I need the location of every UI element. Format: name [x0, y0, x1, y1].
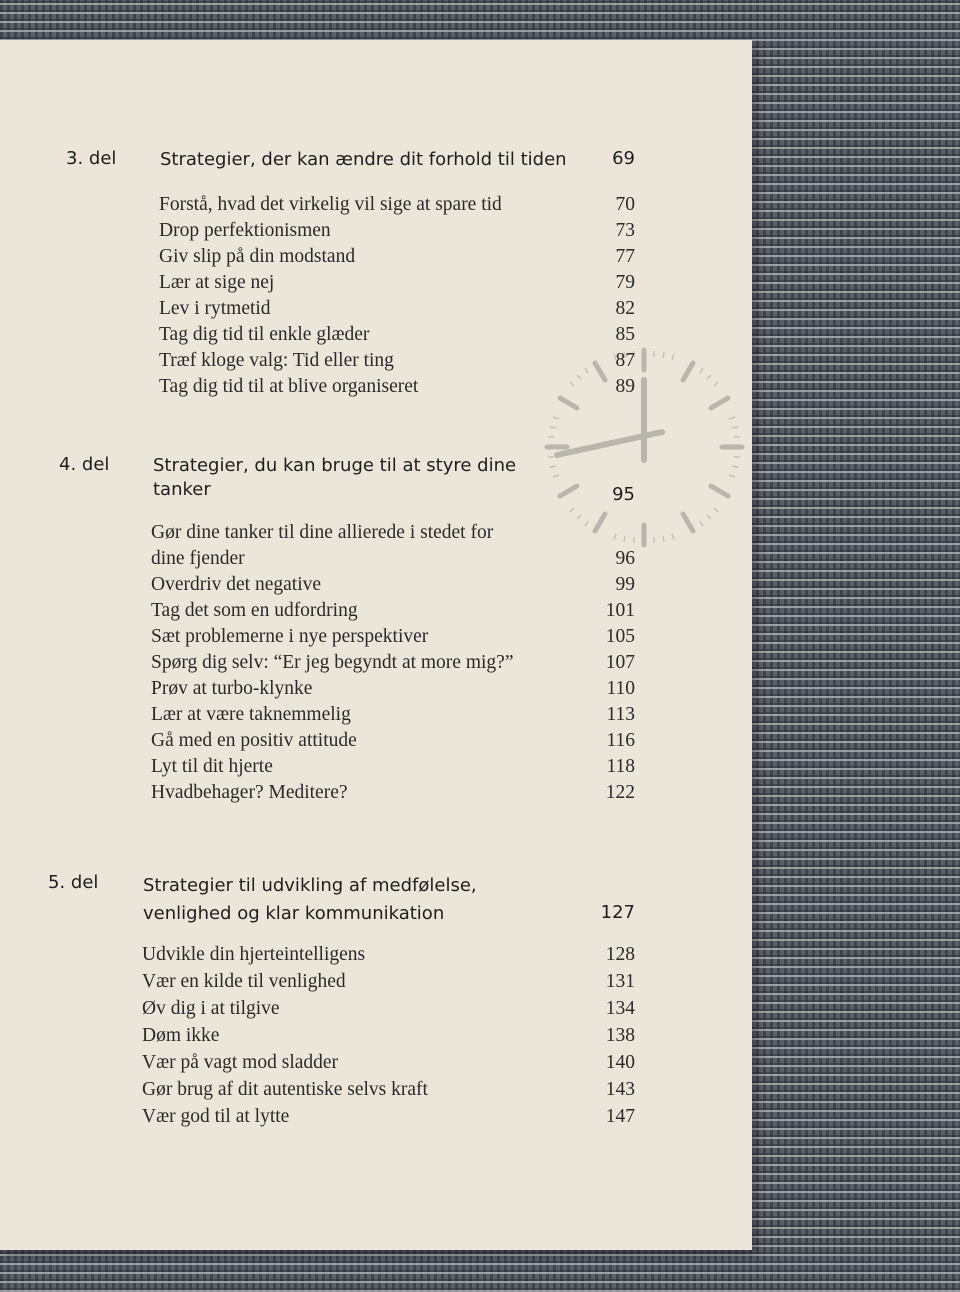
- entry-page: 107: [605, 652, 635, 673]
- entry-title: Forstå, hvad det virkelig vil sige at spare tid: [159, 194, 502, 215]
- entry-page: 113: [606, 704, 635, 725]
- entry-page: 89: [615, 376, 635, 397]
- entry-title: Træf kloge valg: Tid eller ting: [159, 350, 394, 371]
- toc-entries: [151, 520, 635, 806]
- entry-title: Øv dig i at tilgive: [142, 998, 280, 1019]
- entry-title: Vær god til at lytte: [142, 1106, 290, 1127]
- toc-entries: [159, 192, 635, 400]
- toc-entry: [142, 1077, 635, 1104]
- entry-page: 99: [615, 574, 635, 595]
- toc-entry: [142, 942, 635, 969]
- toc-entry: [159, 322, 635, 348]
- entry-title: Overdriv det negative: [151, 574, 322, 595]
- entry-title: Lyt til dit hjerte: [151, 756, 273, 777]
- entry-title: Lær at være taknemmelig: [151, 704, 351, 725]
- toc-entry: [151, 676, 635, 702]
- entry-page: 131: [605, 971, 635, 992]
- entry-page: 79: [615, 272, 635, 293]
- entry-page: 110: [606, 678, 635, 699]
- part-page-number: 95: [612, 484, 635, 505]
- entry-page: 101: [605, 600, 635, 621]
- toc-entry: [142, 1104, 635, 1131]
- entry-page: 73: [615, 220, 635, 241]
- entry-page: 128: [605, 944, 635, 965]
- entry-title: Lær at sige nej: [159, 272, 275, 293]
- toc-entry: [142, 1023, 635, 1050]
- entry-page: 140: [605, 1052, 635, 1073]
- entry-title: Tag dig tid til at blive organiseret: [159, 376, 419, 397]
- part-label: 4. del: [59, 454, 110, 475]
- entry-page: 105: [605, 626, 635, 647]
- entry-title: Vær en kilde til venlighed: [142, 971, 346, 992]
- entry-title: Gå med en positiv attitude: [151, 730, 357, 751]
- entry-title: Gør brug af dit autentiske selvs kraft: [142, 1079, 428, 1100]
- part-page-number: 69: [612, 148, 635, 169]
- entry-page: 143: [605, 1079, 635, 1100]
- toc-entry: [142, 969, 635, 996]
- entry-title: Vær på vagt mod sladder: [142, 1052, 339, 1073]
- toc-entry: [142, 996, 635, 1023]
- entry-page: 138: [605, 1025, 635, 1046]
- toc-entry: [151, 598, 635, 624]
- toc-entry: [142, 1050, 635, 1077]
- toc-entry: [159, 296, 635, 322]
- entry-title: Udvikle din hjerteintelligens: [142, 944, 366, 965]
- entry-page: 70: [615, 194, 635, 215]
- entry-title: Lev i rytmetid: [159, 298, 271, 319]
- entry-page: 87: [615, 350, 635, 371]
- entry-title: Drop perfektionismen: [159, 220, 331, 241]
- toc-entry: [151, 624, 635, 650]
- part-title: Strategier, der kan ændre dit forhold til tiden: [160, 149, 567, 170]
- toc-entry: [159, 244, 635, 270]
- entry-page: 134: [605, 998, 635, 1019]
- entry-title: Tag dig tid til enkle glæder: [159, 324, 370, 345]
- part-title: Strategier, du kan bruge til at styre dine tanker: [153, 455, 517, 500]
- toc-entry: [159, 348, 635, 374]
- toc-entry: [151, 754, 635, 780]
- toc-entry: [151, 572, 635, 598]
- entry-title: Spørg dig selv: “Er jeg begyndt at more mig?”: [151, 652, 514, 673]
- toc-entry: [151, 780, 635, 806]
- toc-entry: [151, 702, 635, 728]
- toc-entry: [151, 520, 635, 572]
- part-label: 5. del: [48, 872, 99, 893]
- toc-entry: [159, 270, 635, 296]
- entry-page: 116: [606, 730, 635, 751]
- entry-title: Giv slip på din modstand: [159, 246, 356, 267]
- toc-entry: [159, 192, 635, 218]
- toc-entry: [159, 374, 635, 400]
- entry-title: Gør dine tanker til dine allierede i stedet for dine fjender: [151, 522, 494, 569]
- entry-page: 118: [606, 756, 635, 777]
- toc-entry: [159, 218, 635, 244]
- part-page-number: 127: [600, 902, 635, 923]
- entry-title: Døm ikke: [142, 1025, 220, 1046]
- toc-entry: [151, 650, 635, 676]
- part-label: 3. del: [66, 148, 117, 169]
- toc-entry: [151, 728, 635, 754]
- entry-page: 85: [615, 324, 635, 345]
- entry-page: 82: [615, 298, 635, 319]
- toc-entries: [142, 942, 635, 1131]
- entry-page: 147: [605, 1106, 635, 1127]
- entry-page: 96: [615, 548, 635, 569]
- entry-title: Hvadbehager? Meditere?: [151, 782, 348, 803]
- entry-title: Sæt problemerne i nye perspektiver: [151, 626, 429, 647]
- part-title: Strategier til udvikling af medfølelse, venlighed og klar kommunikation: [143, 875, 477, 924]
- entry-page: 122: [605, 782, 635, 803]
- entry-title: Tag det som en udfordring: [151, 600, 358, 621]
- entry-title: Prøv at turbo-klynke: [151, 678, 313, 699]
- entry-page: 77: [615, 246, 635, 267]
- book-page: [0, 40, 752, 1250]
